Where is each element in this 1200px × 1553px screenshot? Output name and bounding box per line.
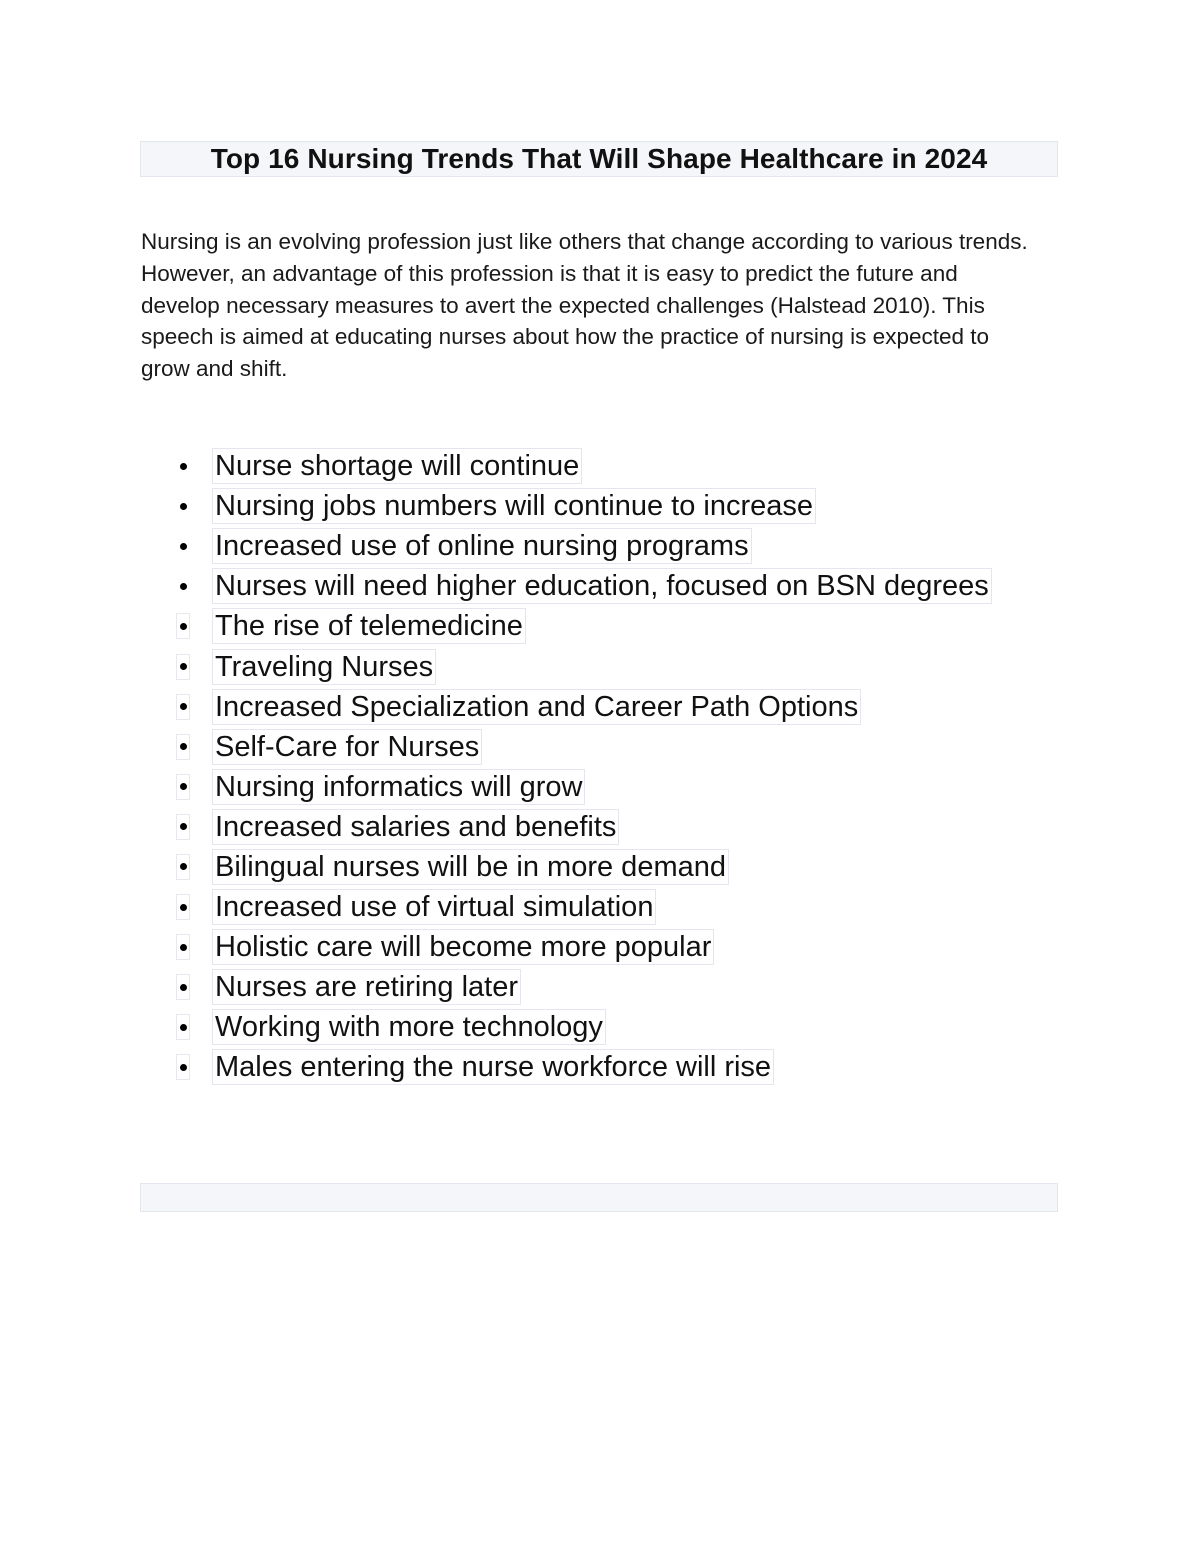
list-item: [176, 486, 992, 526]
trend-text: The rise of telemedicine: [212, 608, 526, 644]
trend-text: Nursing jobs numbers will continue to increase: [212, 488, 816, 524]
list-item: [176, 1047, 992, 1087]
bullet-icon: [176, 573, 190, 599]
trend-text: Traveling Nurses: [212, 649, 436, 685]
list-item: [176, 967, 992, 1007]
trend-text: Increased salaries and benefits: [212, 809, 619, 845]
bullet-icon: [176, 894, 190, 920]
list-item: [176, 807, 992, 847]
trend-text: Holistic care will become more popular: [212, 929, 714, 965]
intro-paragraph: Nursing is an evolving profession just like others that change according to various trends. However, an advantage of this profession is that it is easy to predict the future and develop necessary measures to avert the expected challenges (Halstead 2010). This speech is aimed at educating nurses about how the practice of nursing is expected to grow and shift.: [141, 229, 1028, 382]
list-item: [176, 927, 992, 967]
trend-text: Increased use of virtual simulation: [212, 889, 656, 925]
trend-text: Working with more technology: [212, 1009, 606, 1045]
bullet-icon: [176, 974, 190, 1000]
bullet-icon: [176, 854, 190, 880]
bullet-icon: [176, 734, 190, 760]
bullet-icon: [176, 654, 190, 680]
bullet-icon: [176, 453, 190, 479]
footer-box: [140, 1183, 1058, 1212]
trend-text: Nurses will need higher education, focused on BSN degrees: [212, 568, 992, 604]
bullet-icon: [176, 1014, 190, 1040]
list-item: [176, 727, 992, 767]
trend-text: Bilingual nurses will be in more demand: [212, 849, 729, 885]
bullet-icon: [176, 1054, 190, 1080]
list-item: [176, 526, 992, 566]
trend-text: Nursing informatics will grow: [212, 769, 585, 805]
list-item: [176, 646, 992, 686]
bullet-icon: [176, 493, 190, 519]
bullet-icon: [176, 694, 190, 720]
list-item: [176, 1007, 992, 1047]
trend-list: [176, 446, 992, 1088]
bullet-icon: [176, 814, 190, 840]
bullet-icon: [176, 613, 190, 639]
trend-text: Increased use of online nursing programs: [212, 528, 752, 564]
list-item: [176, 566, 992, 606]
list-item: [176, 887, 992, 927]
title-box: [140, 141, 1058, 177]
trend-text: Nurses are retiring later: [212, 969, 521, 1005]
trend-text: Males entering the nurse workforce will rise: [212, 1049, 774, 1085]
page-title: Top 16 Nursing Trends That Will Shape Healthcare in 2024: [210, 143, 988, 174]
list-item: [176, 687, 992, 727]
list-item: [176, 606, 992, 646]
list-item: [176, 767, 992, 807]
trend-text: Nurse shortage will continue: [212, 448, 582, 484]
trend-text: Increased Specialization and Career Path Options: [212, 689, 861, 725]
bullet-icon: [176, 774, 190, 800]
bullet-icon: [176, 934, 190, 960]
list-item: [176, 446, 992, 486]
trend-text: Self-Care for Nurses: [212, 729, 482, 765]
bullet-icon: [176, 533, 190, 559]
list-item: [176, 847, 992, 887]
